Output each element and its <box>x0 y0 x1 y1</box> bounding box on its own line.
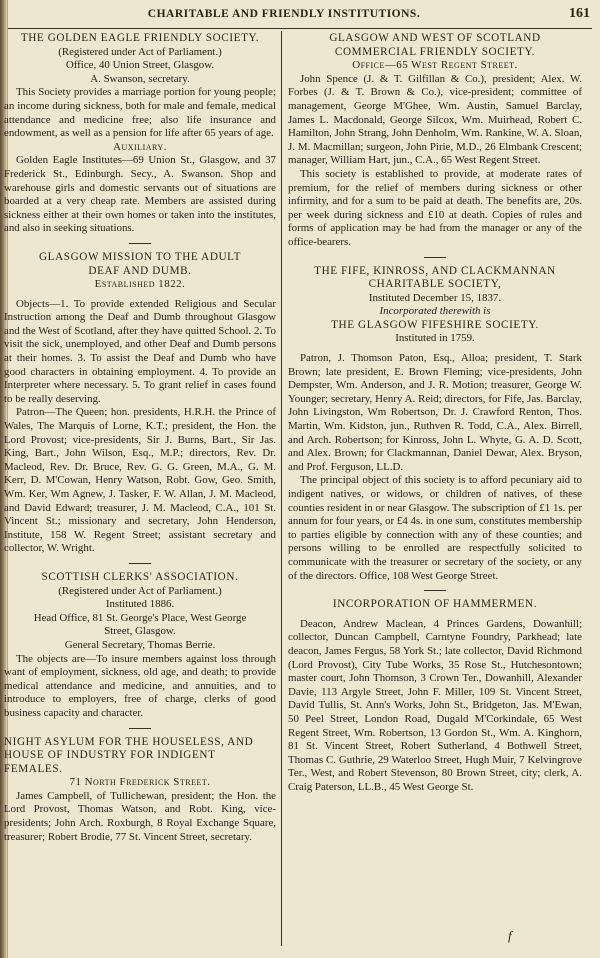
section-separator <box>129 563 151 564</box>
golden-eagle-entry <box>4 32 276 236</box>
objects-text: Objects—1. To provide extended Religious and Secular Instruction among the Deaf and Dumb throughout Glasgow and the West of Scotland, after they have quitted School. 2. To visit the sick, unemployed, and other Deaf and Dumb persons at their homes. 3. To assist the Deaf and Dumb who have good characters in obtaining employment. 4. To provide an Interpreter where necessary. 5. To grant relief in cases found to be really deserving. <box>4 297 276 405</box>
entry-body: This society is established to provide, at moderate rates of premium, for the relief of members during sickness or other infirmity, and for a sum to be paid at death. The benefits are, 20s. per week during sickness and £10 at death. Copies of rules and forms of application may be had from the manager or any of the office-bearers. <box>288 167 582 248</box>
auxiliary-body: Golden Eagle Institutes—69 Union St., Glasgow, and 37 Frederick St., Edinburgh. Secy., A. Swanson. Shop and warehouse girls and domestic servants out of situations are boarded at a very cheap rate. Members are assisted during sickness either at their own homes or taken into the institutes, and also in seeking situations. <box>4 154 276 235</box>
entry-body: Deacon, Andrew Maclean, 4 Princes Gardens, Dowanhill; collector, Duncan Campbell, Carntyne Foundry, Parkhead; late deacon, James Fergus, 58 York St.; late collector, David Richmond (Lord Provost), City Tube Works, 35 Rose St., Hutchesontown; master court, John Thomson, 3 Crown Ter., Dowanhill, Alexander Davie, 113 Argyle Street, John F. Miller, 109 St. Vincent Street, David Tullis, St. Ann's Works, John St., Bridgeton, Jas. M'Ewan, 50 Peel Street, London Road, Dugald M'Corkindale, 65 West Regent Street, Wm. Robertson, 13 Gordon St., Wm. A. Kinghorn, 81 St. Vincent Street, Robert Sutherland, 4 Bothwell Street, Thomas C. Guthrie, 29 Waterloo Street, Hugh Muir, 7 Kelvingrove Ter., West, and Robert Stevenson, 80 Brown Street, city; clerk, A. Craig Paterson, LL.B., 45 West George St. <box>288 617 582 793</box>
entry-body: This Society provides a marriage portion for young people; an income during sickness, both for male and female, medical attendance and medicine free; also life insurance and endowment, as well as a pension for life after 65 years of age. <box>4 86 276 140</box>
section-separator <box>129 243 151 244</box>
right-column <box>288 32 582 794</box>
instituted-line: Instituted 1886. <box>105 598 175 611</box>
entry-title: THE GOLDEN EAGLE FRIENDLY SOCIETY. <box>20 32 260 44</box>
entry-title-line1: GLASGOW MISSION TO THE ADULT <box>38 250 242 263</box>
section-separator <box>424 590 446 591</box>
fifeshire-title: THE GLASGOW FIFESHIRE SOCIETY. <box>331 318 539 331</box>
entry-title-line2: CHARITABLE SOCIETY, <box>368 278 502 291</box>
clerks-entry <box>4 571 276 721</box>
header-rule <box>8 28 592 29</box>
entry-title: NIGHT ASYLUM FOR THE HOUSELESS, AND HOUSE OF INDUSTRY FOR INDIGENT FEMALES. <box>4 735 254 775</box>
deaf-mission-entry <box>4 251 276 556</box>
secretary-line: A. Swanson, secretary. <box>90 72 190 85</box>
left-column <box>4 32 276 844</box>
secretary-line: General Secretary, Thomas Berrie. <box>64 638 216 651</box>
office-line2: Street, Glasgow. <box>104 625 176 638</box>
west-scotland-entry <box>288 32 582 250</box>
entry-title: INCORPORATION OF HAMMERMEN. <box>332 598 538 611</box>
office-line1: Head Office, 81 St. George's Place, West George <box>33 611 247 624</box>
night-asylum-entry <box>4 736 276 845</box>
officers-text: John Spence (J. & T. Gilfillan & Co.), president; Alex. W. Forbes (J. & T. Brown & Co.), vice-president; committee of management, George M'Ghee, Wm. Austin, Samuel Barclay, James L. Macdonald, George Silcox, Wm. Muirhead, Robert C. Hamilton, John Strang, John Denholm, Wm. Rankine, W. A. Sloan, J. M. Macmillan; surgeon, John Pirie, M.D., 26 Elmbank Crescent; manager, William Hart, jun., C.A., 65 West Regent Street. <box>288 72 582 167</box>
entry-body: The objects are—To insure members against loss through want of employment, sickness, old age, and death; to provide medical attendance and medicine, and annuities, and to introduce to employers, free of charge, clerks of good business capacity and character. <box>4 652 276 719</box>
incorporated-note: Incorporated therewith is <box>379 305 491 318</box>
entry-title-line1: GLASGOW AND WEST OF SCOTLAND <box>329 32 541 44</box>
address-line: 71 North Frederick Street. <box>69 776 211 789</box>
fife-entry <box>288 265 582 584</box>
instituted-line: Instituted December 15, 1837. <box>368 291 502 304</box>
office-line: Office—65 West Regent Street. <box>352 59 518 72</box>
running-title: CHARITABLE AND FRIENDLY INSTITUTIONS. <box>147 8 421 20</box>
fifeshire-instituted: Instituted in 1759. <box>395 332 475 345</box>
section-separator <box>129 728 151 729</box>
registered-note: (Registered under Act of Parliament.) <box>58 45 222 58</box>
hammermen-entry <box>288 598 582 794</box>
entry-body: James Campbell, of Tullichewan, president; the Hon. the Lord Provost, Thomas Watson, and Robt. King, vice-presidents; John Arch. Roxburgh, 8 Royal Exchange Square, treasurer; Robert Brodie, 77 St. Vincent Street, secretary. <box>4 789 276 843</box>
section-separator <box>424 257 446 258</box>
column-divider <box>281 31 282 946</box>
office-address: Office, 40 Union Street, Glasgow. <box>65 59 215 72</box>
signature-mark: f <box>508 928 512 943</box>
page-number: 161 <box>569 6 590 21</box>
officers-text: Patron, J. Thomson Paton, Esq., Alloa; president, T. Stark Brown; late president, E. Brown Fleming; vice-presidents, John Dempster, Wm. Anderson, and J. R. Motion; treasurer, George W. Younger; secretary, Henry A. Reid; directors, for Fife, Jas. Barclay, John Livingston, Wm Robertson, Dr. J. Crawford Renton, Thos. Martin, Wm. Kidston, jun., Ruthven R. Todd, C.A., Alex. Birrell, and Arch. Robertson; for Kinross, John L. Whyte, G. A. D. Scott, and Alex. Brown; for Clackmannan, Daniel Dewar, Alex. Bryson, and Prof. Ferguson, LL.D. <box>288 352 582 473</box>
entry-title-line2: DEAF AND DUMB. <box>88 264 192 277</box>
registered-note: (Registered under Act of Parliament.) <box>58 584 222 597</box>
patrons-text: Patron—The Queen; hon. presidents, H.R.H. the Prince of Wales, The Marquis of Lorne, K.T.; president, the Hon. the Lord Provost; vice-presidents, Sir J. Burns, Bart., Sir Jas. King, Bart., John Wilson, Esq., M.P.; directors, Rev. Dr. Macleod, Rev. Dr. Bruce, Rev. G. G. Green, M.A., G. M. Kerr, D. M'Cowan, Henry Watson, Robt. Gow, Geo. Smith, Wm. Ker, Wm Agnew, J. Tasker, F. W. Allan, J. M. Macleod, and David Edward; treasurer, J. M. Macleod, C.A., 101 St. Vincent St.; missionary and secretary, John Henderson, Institute, 158 W. Regent Street; assistant secretary and collector, W. Wright. <box>4 406 276 555</box>
established-line: Established 1822. <box>94 278 186 291</box>
entry-title: SCOTTISH CLERKS' ASSOCIATION. <box>41 570 239 583</box>
entry-title-line1: THE FIFE, KINROSS, AND CLACKMANNAN <box>314 264 556 277</box>
auxiliary-heading: Auxiliary. <box>113 140 167 153</box>
entry-body: The principal object of this society is to afford pecuniary aid to indigent natives, or widows, or children of natives, of these counties resident in or near Glasgow. The subscription of £1 1s. per annum for four years, or £4 4s. in one sum, constitutes membership to parties eligible by connection with any of these counties; and persons willing to be enrolled are respectfully solicited to communicate with the treasurer or secretary of the society, or any of the directors. Office, 108 West George Street. <box>288 474 582 582</box>
entry-title-line2: COMMERCIAL FRIENDLY SOCIETY. <box>334 45 536 58</box>
